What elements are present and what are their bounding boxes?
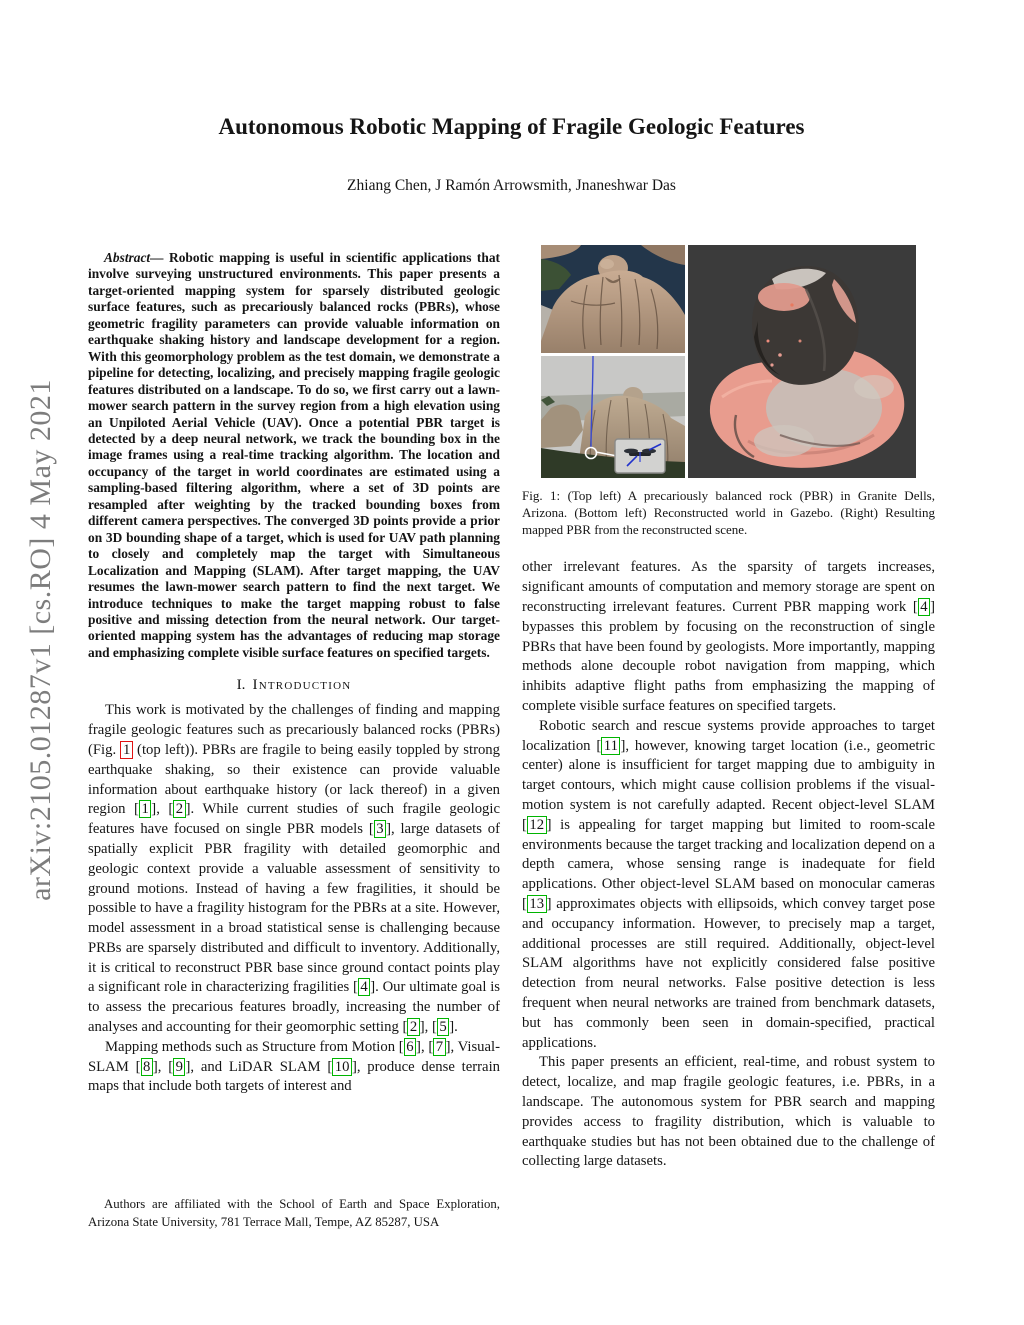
citation-link[interactable]: 11 (601, 737, 620, 755)
paragraph: This paper presents an efficient, real-time, and robust system to detect, localize, and map fragile geologic features, i.e. PBRs, in a landscape. The autonomous system for PBR search and mapping provides access to fragility distribution, which is valuable to earthquake studies but has not been obtained due to the challenge of collecting large datasets. (522, 1054, 935, 1170)
drone-inset (615, 439, 665, 473)
citation-link[interactable]: 3 (374, 820, 386, 838)
paragraph: Mapping methods such as Structure from Motion [ 6 ], [ 7 ], Visual-SLAM [ 8 ], [ 9 ], and LiDAR SLAM [ 10 ], produce dense terrain maps that include both targets of interest and (88, 1038, 500, 1095)
right-column (522, 245, 935, 1172)
granite-dells-photo (541, 245, 685, 353)
citation-link[interactable]: 12 (527, 816, 547, 834)
figure-1 (522, 245, 935, 538)
citation-link[interactable]: 6 (404, 1038, 416, 1056)
citation-link[interactable]: 4 (918, 598, 930, 616)
section-title: Introduction (252, 676, 352, 694)
paper-title: Autonomous Robotic Mapping of Fragile Geologic Features (218, 114, 805, 139)
citation-link[interactable]: 13 (527, 895, 547, 913)
citation-link[interactable]: 4 (358, 978, 370, 996)
abstract-text: Robotic mapping is useful in scientific applications that involve surveying unstructured environments. This paper presents a target-oriented mapping system for sparsely distributed geologic surface features, such as precariously balanced rocks (PBRs), whose geometric fragility parameters can provide valuable information on earthquake shaking history and landscape development for a region. With this geomorphology problem as the test domain, we demonstrate a pipeline for detecting, localizing, and precisely mapping fragile geologic features distributed on a landscape. To do so, we first carry out a lawn-mower search pattern in the survey region from a high elevation using an Unpiloted Aerial Vehicle (UAV). Once a potential PBR target is detected by a deep neural network, we track the bounding box in the image frames using a real-time tracking algorithm. The location and occupancy of the target in world coordinates are estimated using a sampling-based filtering algorithm, where a set of 3D points are resampled after weighting by the tracked bounding boxes from different camera perspectives. The converged 3D points provide a prior on 3D bounding shape of a target, which is used for UAV path planning to closely and completely map the target with Simultaneous Localization and Mapping (SLAM). After target mapping, the UAV resumes the lawn-mower search pattern to find the next target. We introduce techniques to make the target mapping robust to false positive and missing detection from the neural network. Our target-oriented mapping system has the advantages of reducing map storage and emphasizing complete visible surface features on specified targets. (88, 250, 500, 660)
paragraph: Robotic search and rescue systems provide approaches to target localization [ 11 ], however, knowing target location (i.e., geometric center) alone is insufficient for target mapping due to ambiguity in target contours, which might cause collision problems if the visual-motion system is not carefully adapted. Recent object-level SLAM [ 12 ] is appealing for target mapping but limited to room-scale environments because the target tracking and localization depend on a depth camera, whose sensing range is inadequate for field applications. Other object-level SLAM based on monocular cameras [ 13 ] approximates objects with ellipsoids, which convey target pose and occupancy information. However, to precisely map a target, additional processes are still required. Additionally, object-level SLAM algorithms have not explicitly considered false positive detection from neural networks. False positive detection is less frequent when neural networks are trained from benchmark datasets, but has commonly been seen in domain-specified, practical applications. (522, 717, 936, 1051)
section-numeral: I. (236, 676, 246, 694)
paragraph: This work is motivated by the challenges of finding and mapping fragile geologic features such as precariously balanced rocks (PBRs) (Fig. 1 (top left)). PBRs are fragile to being easily toppled by strong earthquake shaking, so their existence can provide valuable information about earthquake history (or lack thereof) in a given region [ 1 ], [ 2 ]. While current studies of such fragile geologic features have focused on single PBR models [ 3 ], large datasets of spatially explicit PBR fragility with detailed geomorphic and geologic context provide a valuable assessment of sensitivity to ground motions. Instead of having a few fragilities, it should be possible to have a fragility histogram for the PBRs at a site. However, model assessment in a broad statistical sense is challenging because PRBs are sparsely distributed and difficult to inventory. Additionally, it is critical to reconstruct PBR base since ground contact points play a significant role in characterizing fragilities [ 4 ]. Our ultimate goal is to assess the precarious features broadly, increasing the number of analyses and accounting for their geomorphic setting [ 2 ], [ 5 ]. (88, 702, 501, 1036)
author-footnote: Authors are affiliated with the School of Earth and Space Exploration, Arizona State University, 781 Terrace Mall, Tempe, AZ 85287, USA (88, 1197, 500, 1229)
figure-caption: Fig. 1: (Top left) A precariously balanced rock (PBR) in Granite Dells, Arizona. (Bottom left) Reconstructed world in Gazebo. (Right) Resulting mapped PBR from the reconstructed scene. (522, 488, 935, 537)
citation-link[interactable]: 9 (173, 1058, 185, 1076)
abstract (88, 250, 500, 661)
abstract-label: Abstract— (104, 250, 164, 265)
citation-link[interactable]: 7 (433, 1038, 445, 1056)
citation-link[interactable]: 2 (173, 800, 185, 818)
figure-1-left-stack (541, 245, 685, 478)
paragraph: other irrelevant features. As the sparsity of targets increases, significant amounts of computation and memory storage are spent on reconstructing irrelevant features. Current PBR mapping work [ 4 ] bypasses this problem by focusing on the reconstruction of single PBRs that have been found by geologists. More importantly, mapping methods alone decouple robot navigation from mapping, which inhibits adaptive flight paths from emphasizing the mapping of complete visible surface features on specified targets. (522, 559, 935, 714)
citation-link[interactable]: 10 (332, 1058, 352, 1076)
gazebo-world-render (541, 356, 685, 478)
citation-link[interactable]: 5 (437, 1018, 449, 1036)
left-column (88, 250, 500, 1097)
mapped-pbr-render (688, 245, 916, 478)
citation-link[interactable]: 2 (407, 1018, 419, 1036)
figure-1-images (541, 245, 916, 478)
arxiv-banner: arXiv:2105.01287v1 [cs.RO] 4 May 2021 (24, 379, 57, 901)
section-heading-introduction (88, 676, 500, 694)
citation-link[interactable]: 1 (139, 800, 151, 818)
authors-line: Zhiang Chen, J Ramón Arrowsmith, Jnaneshwar Das (347, 177, 676, 194)
figure-ref-link[interactable]: 1 (120, 741, 132, 759)
citation-link[interactable]: 8 (141, 1058, 153, 1076)
